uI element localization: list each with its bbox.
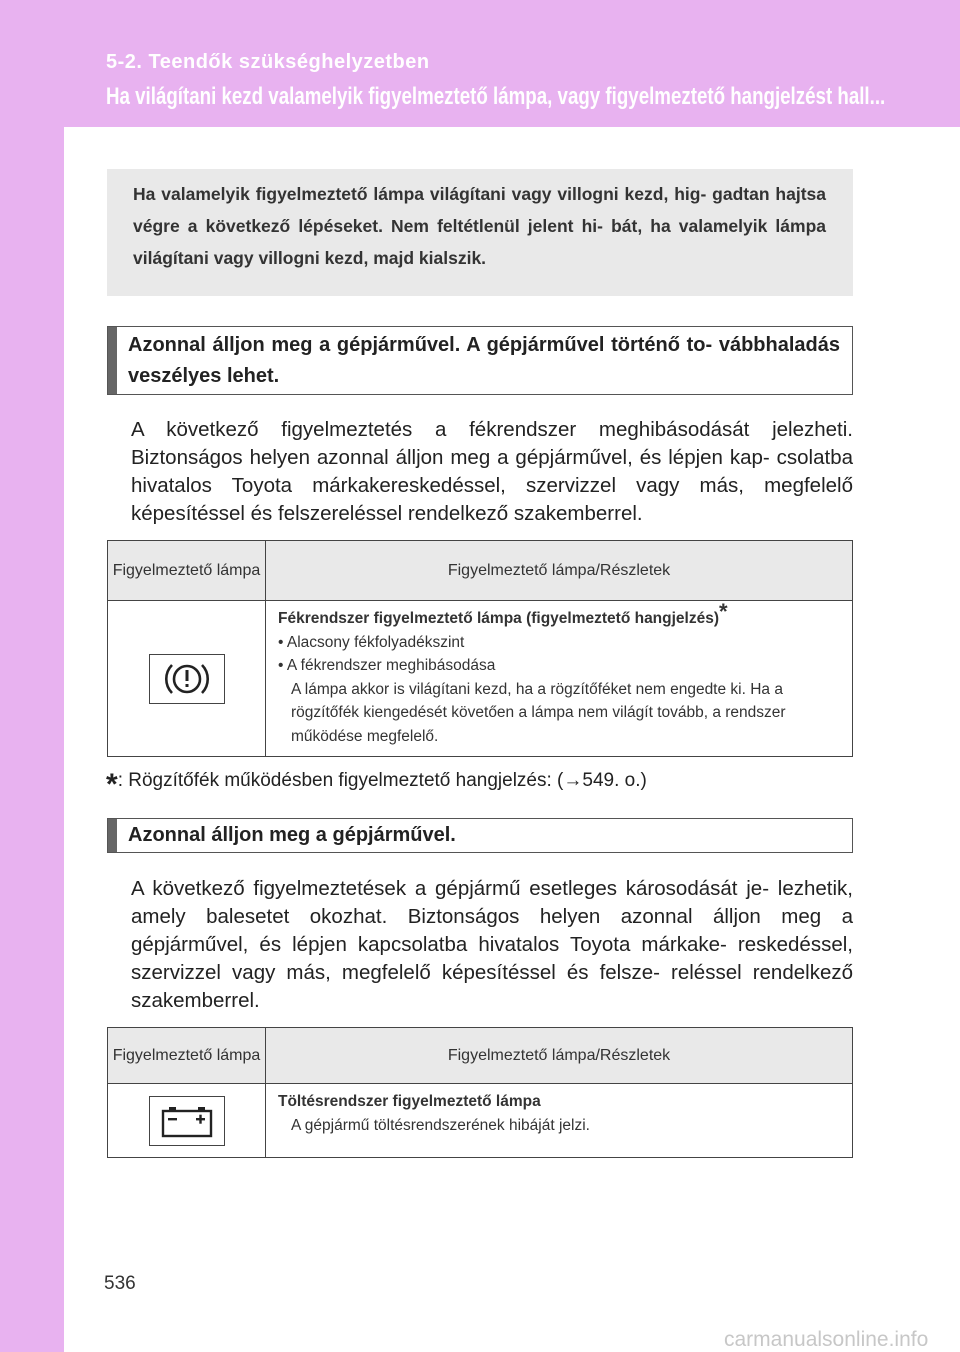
- footnote-marker: *: [719, 598, 728, 624]
- section2-heading-box: [107, 818, 853, 853]
- warning-table-1: [107, 540, 853, 757]
- section1-heading-box: [107, 326, 853, 395]
- detail-description: A gépjármű töltésrendszerének hibáját jelzi.: [291, 1116, 590, 1134]
- column-header-details: Figyelmeztető lámpa/Részletek: [266, 1028, 853, 1084]
- section-title: 5-2. Teendők szükséghelyzetben: [106, 51, 430, 73]
- table-header-row: [108, 541, 853, 601]
- detail-cell: [266, 598, 853, 757]
- warning-table-2: [107, 1027, 853, 1158]
- table-row: [108, 1084, 853, 1158]
- footnote-text: : Rögzítőfék működésben figyelmeztető hangjelzés: (→549. o.): [117, 770, 647, 791]
- brake-warning-icon: [149, 654, 225, 704]
- icon-cell: [108, 601, 266, 757]
- detail-title-text: Fékrendszer figyelmeztető lámpa (figyelmeztető hangjelzés): [278, 610, 720, 627]
- table-row: [108, 601, 853, 757]
- page-number: 536: [104, 1273, 136, 1294]
- detail-title: Töltésrendszer figyelmeztető lámpa: [278, 1093, 541, 1110]
- watermark: carmanualsonline.info: [724, 1328, 929, 1351]
- column-header-lamp: Figyelmeztető lámpa: [108, 1028, 266, 1084]
- section2-body: A következő figyelmeztetések a gépjármű esetleges károsodását je- lezhetik, amely balesetet okozhat. Biztonságos helyen azonnal álljon meg a gépjárművel, és lépjen kapcsolatba hivatalos Toyota márkake- reskedéssel, szervizzel vagy más, megfelelő képesítéssel és felsze- reléssel rendelkező szakemberrel.: [131, 877, 853, 1012]
- icon-cell: [108, 1084, 266, 1158]
- detail-bullet: • Alacsony fékfolyadékszint: [278, 633, 465, 651]
- section1-heading: Azonnal álljon meg a gépjárművel. A gépjárművel történő to- vábbhaladás veszélyes lehet.: [128, 334, 840, 387]
- header-band: [0, 0, 960, 127]
- detail-description: A lámpa akkor is világítani kezd, ha a rögzítőféket nem engedte ki. Ha a rögzítőfék kiengedését követően a lámpa nem világít tovább, a rendszer működése megfelelő.: [291, 680, 786, 745]
- column-header-details: Figyelmeztető lámpa/Részletek: [266, 541, 853, 601]
- footnote: [106, 760, 647, 801]
- heading-bar: [108, 819, 117, 852]
- table-header-row: [108, 1028, 853, 1084]
- detail-cell: [266, 1084, 853, 1158]
- section2-heading: Azonnal álljon meg a gépjárművel.: [128, 824, 456, 846]
- side-strip: [0, 127, 64, 1352]
- detail-bullet: • A fékrendszer meghibásodása: [278, 657, 496, 674]
- battery-charge-warning-icon: [149, 1096, 225, 1146]
- column-header-lamp: Figyelmeztető lámpa: [108, 541, 266, 601]
- detail-title: [278, 598, 840, 631]
- chapter-title: Ha világítani kezd valamelyik figyelmeztető lámpa, vagy figyelmeztető hangjelzést hall...: [106, 83, 886, 110]
- footnote-star: *: [106, 768, 118, 801]
- section1-body: A következő figyelmeztetés a fékrendszer meghibásodását jelezheti. Biztonságos helyen azonnal álljon meg a gépjárművel, és lépjen kap- csolatba hivatalos Toyota márkakereskedéssel, szervizzel vagy más, megfelelő képesítéssel és felszereléssel rendelkező szakemberrel.: [131, 418, 853, 525]
- heading-bar: [108, 327, 117, 394]
- intro-text: Ha valamelyik figyelmeztető lámpa világítani vagy villogni kezd, hig- gadtan hajtsa végre a következő lépéseket. Nem feltétlenül jelent hi- bát, ha valamelyik lámpa világítani vagy villogni kezd, majd kialszik.: [133, 184, 826, 268]
